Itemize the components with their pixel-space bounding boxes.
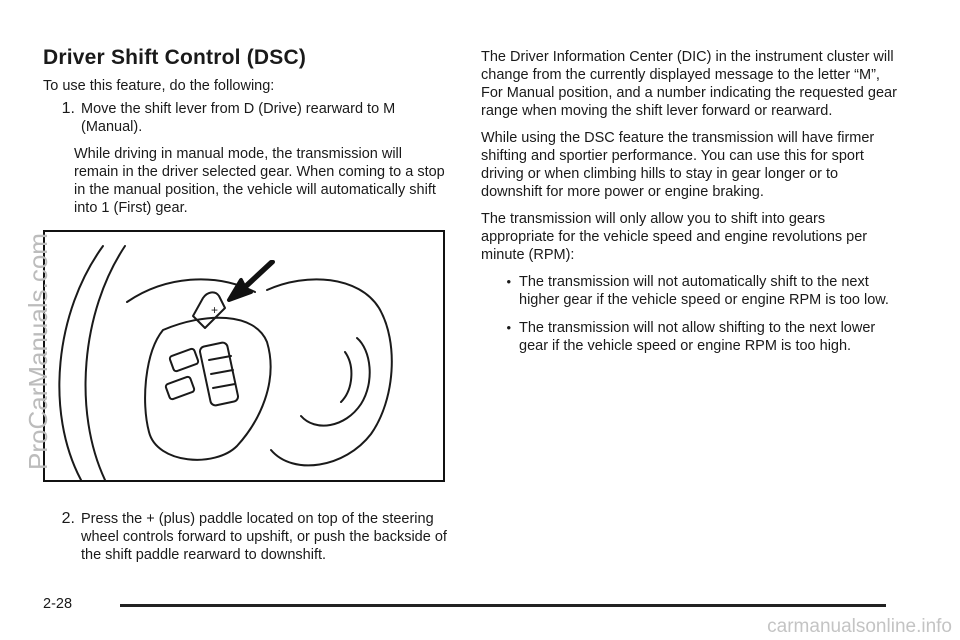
- wheel-rim-outer: [59, 246, 103, 480]
- step-item: [43, 100, 448, 136]
- watermark-bottom: carmanualsonline.info: [767, 616, 952, 637]
- shift-paddle: [193, 292, 225, 328]
- section-title: Driver Shift Control (DSC): [43, 46, 307, 69]
- bullet-text: The transmission will not automatically shift to the next higher gear if the vehicle speed or engine RPM is too low.: [519, 274, 889, 308]
- body-paragraph: The Driver Information Center (DIC) in the instrument cluster will change from the currently displayed message to the letter “M”, For Manual position, and a number indicating the requested gear range when moving the shift lever forward or rearward.: [481, 49, 897, 119]
- hub-emblem: [301, 338, 370, 426]
- paddle-plus-symbol: +: [211, 303, 219, 317]
- steering-button: [165, 376, 195, 400]
- step-two-block: [43, 510, 448, 564]
- right-column: [481, 48, 901, 365]
- left-column: [43, 45, 448, 217]
- step-text: Move the shift lever from D (Drive) rearward to M (Manual).: [81, 101, 396, 135]
- wheel-hub: [267, 279, 392, 465]
- bullet-item: [481, 273, 901, 309]
- steering-button: [169, 348, 199, 372]
- hub-emblem-inner: [341, 352, 351, 402]
- bullet-icon: •: [506, 320, 511, 335]
- bullet-text: The transmission will not allow shifting to the next lower gear if the vehicle speed or engine RPM is too high.: [519, 320, 876, 354]
- step-number: 2.: [61, 510, 75, 527]
- body-paragraph: The transmission will only allow you to shift into gears appropriate for the vehicle speed and engine revolutions per minute (RPM):: [481, 211, 868, 263]
- watermark-left: ProCarManuals.com: [23, 233, 53, 470]
- pointer-arrow-icon: [229, 262, 273, 300]
- page-number: 2-28: [43, 596, 73, 612]
- body-paragraph: While using the DSC feature the transmission will have firmer shifting and sportier performance. You can use this for sport driving or when climbing hills to stay in gear longer or to downshift for more power or engine braking.: [481, 130, 875, 200]
- steering-wheel-illustration: [43, 230, 445, 482]
- step-detail: While driving in manual mode, the transmission will remain in the driver selected gear. When coming to a stop in the manual position, the vehicle will automatically shift into 1 (First) gear.: [74, 146, 445, 216]
- step-item: [43, 510, 448, 564]
- bullet-icon: •: [506, 274, 511, 289]
- bullet-item: [481, 319, 901, 355]
- footer-rule: [120, 604, 886, 607]
- steering-wheel-drawing: [45, 232, 443, 480]
- step-number: 1.: [61, 100, 75, 117]
- wheel-rim-inner: [86, 246, 125, 480]
- step-text: Press the + (plus) paddle located on top of the steering wheel controls forward to upshift, or push the backside of the shift paddle rearward to downshift.: [81, 511, 447, 563]
- steering-button: [199, 342, 239, 407]
- intro-text: To use this feature, do the following:: [43, 78, 275, 94]
